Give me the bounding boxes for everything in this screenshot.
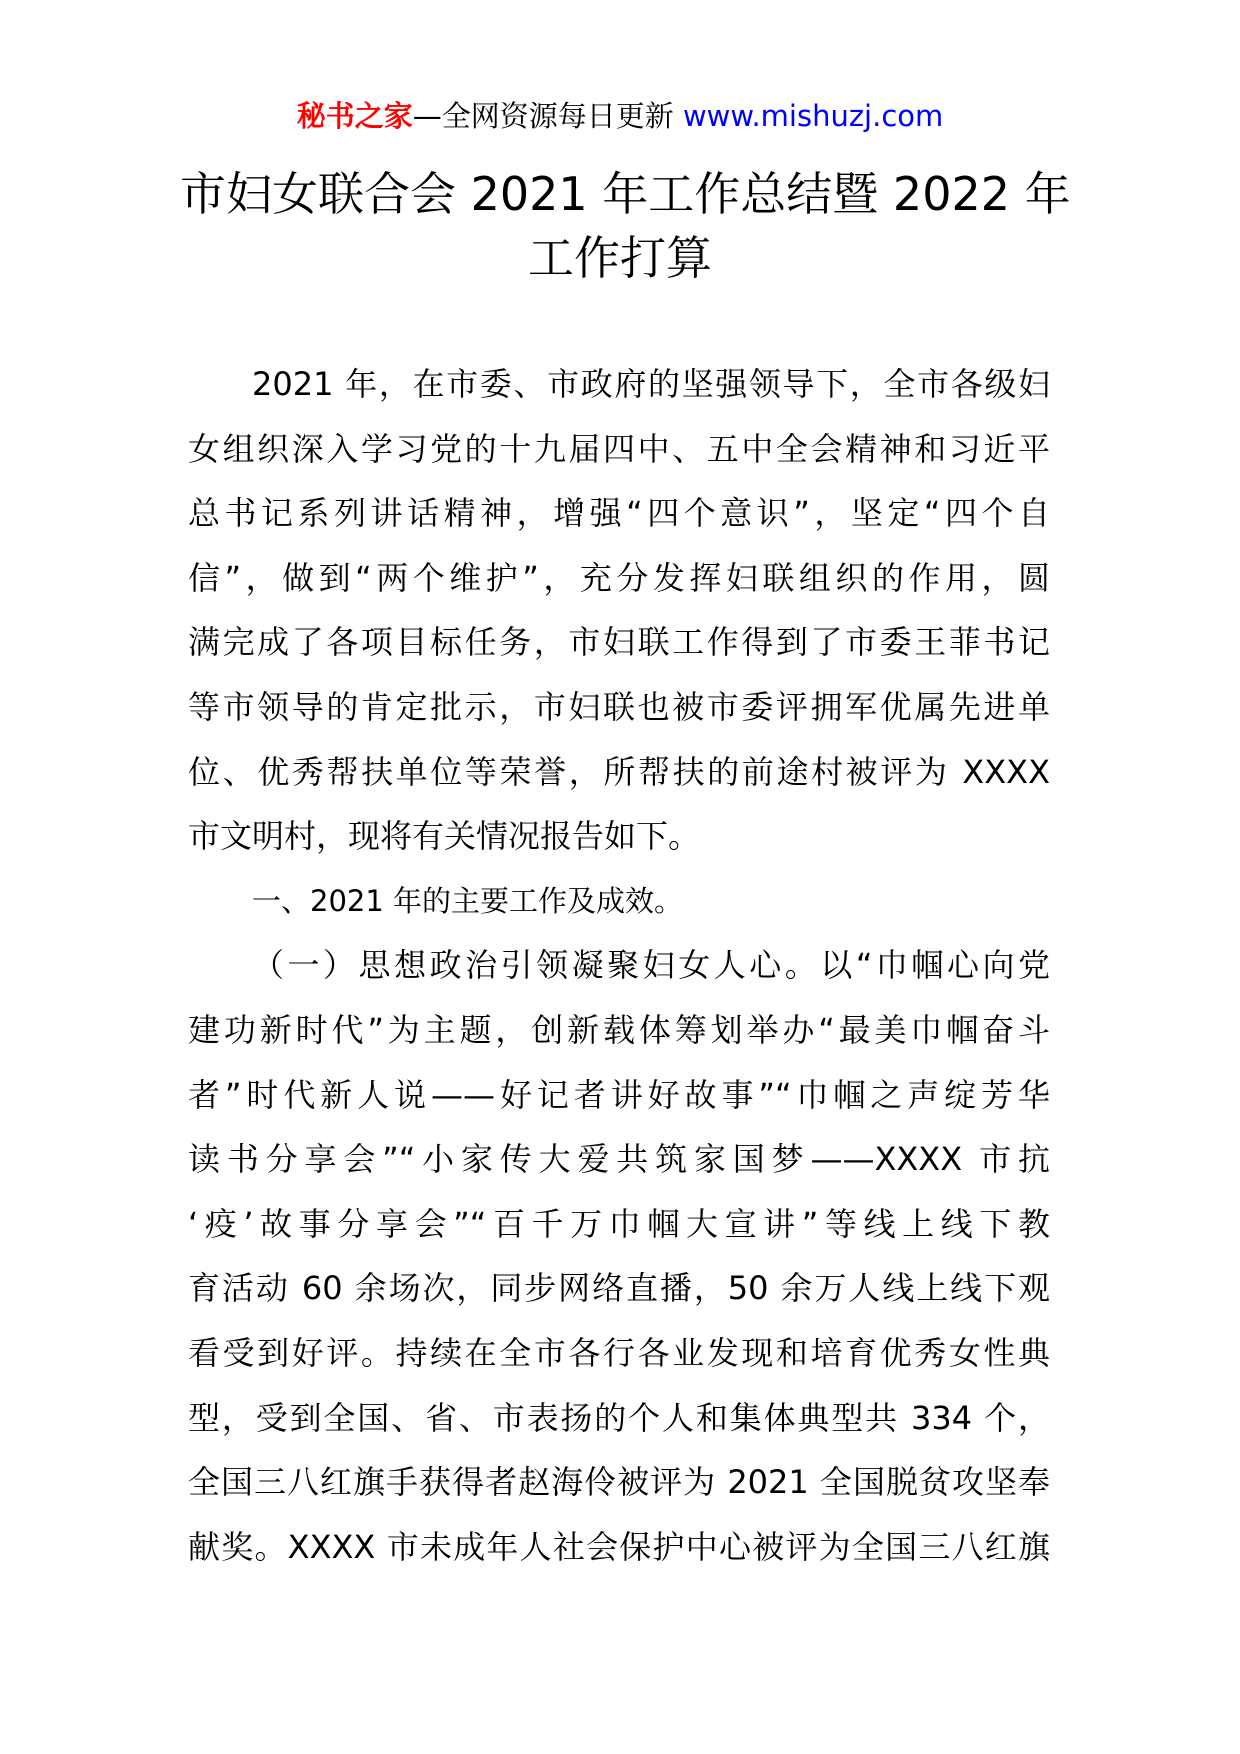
body-line-5: 满完成了各项目标任务，市妇联工作得到了市委王菲书记	[188, 623, 1050, 662]
body-line-4: 信”，做到“两个维护”，充分发挥妇联组织的作用，圆	[188, 558, 1050, 597]
site-tagline: —全网资源每日更新	[412, 99, 683, 133]
site-brand: 秘书之家	[296, 99, 413, 133]
body-line-8: 市文明村，现将有关情况报告如下。	[188, 817, 701, 856]
body-line-13: 读书分享会”“小家传大爱共筑家国梦——XXXX 市抗	[188, 1140, 1050, 1179]
document-title	[180, 162, 1071, 290]
body-line-18: 全国三八红旗手获得者赵海伶被评为 2021 全国脱贫攻坚奉	[188, 1463, 1050, 1502]
body-line-1: 2021 年，在市委、市政府的坚强领导下，全市各级妇	[252, 365, 1050, 403]
body-line-19: 献奖。XXXX 市未成年人社会保护中心被评为全国三八红旗	[188, 1527, 1050, 1566]
body-line-6: 等市领导的肯定批示，市妇联也被市委评拥军优属先进单	[188, 687, 1050, 726]
site-header	[0, 96, 1240, 136]
body-line-7: 位、优秀帮扶单位等荣誉，所帮扶的前途村被评为 XXXX	[188, 752, 1050, 791]
body-line-11: 建功新时代”为主题，创新载体筹划举办“最美巾帼奋斗	[188, 1010, 1050, 1049]
body-line-3: 总书记系列讲话精神，增强“四个意识”，坚定“四个自	[188, 494, 1050, 533]
document-title-line-2: 工作打算	[528, 231, 712, 285]
section-heading-1: 一、2021 年的主要工作及成效。	[252, 883, 684, 918]
body-line-17: 型，受到全国、省、市表扬的个人和集体典型共 334 个，	[188, 1398, 1050, 1437]
body-line-16: 看受到好评。持续在全市各行各业发现和培育优秀女性典	[188, 1333, 1050, 1372]
document-title-line-1: 市妇女联合会 2021 年工作总结暨 2022 年	[180, 167, 1071, 221]
body-line-14: ‘疫’故事分享会”“百千万巾帼大宣讲”等线上线下教	[188, 1204, 1050, 1243]
site-url-link[interactable]: www.mishuzj.com	[682, 99, 944, 133]
body-line-15: 育活动 60 余场次，同步网络直播，50 余万人线上线下观	[188, 1269, 1050, 1308]
body-line-2: 女组织深入学习党的十九届四中、五中全会精神和习近平	[188, 429, 1050, 468]
body-line-10: （一）思想政治引领凝聚妇女人心。以“巾帼心向党	[252, 946, 1050, 985]
body-line-12: 者”时代新人说——好记者讲好故事”“巾帼之声绽芳华	[188, 1075, 1050, 1114]
document-body	[188, 352, 1050, 1579]
